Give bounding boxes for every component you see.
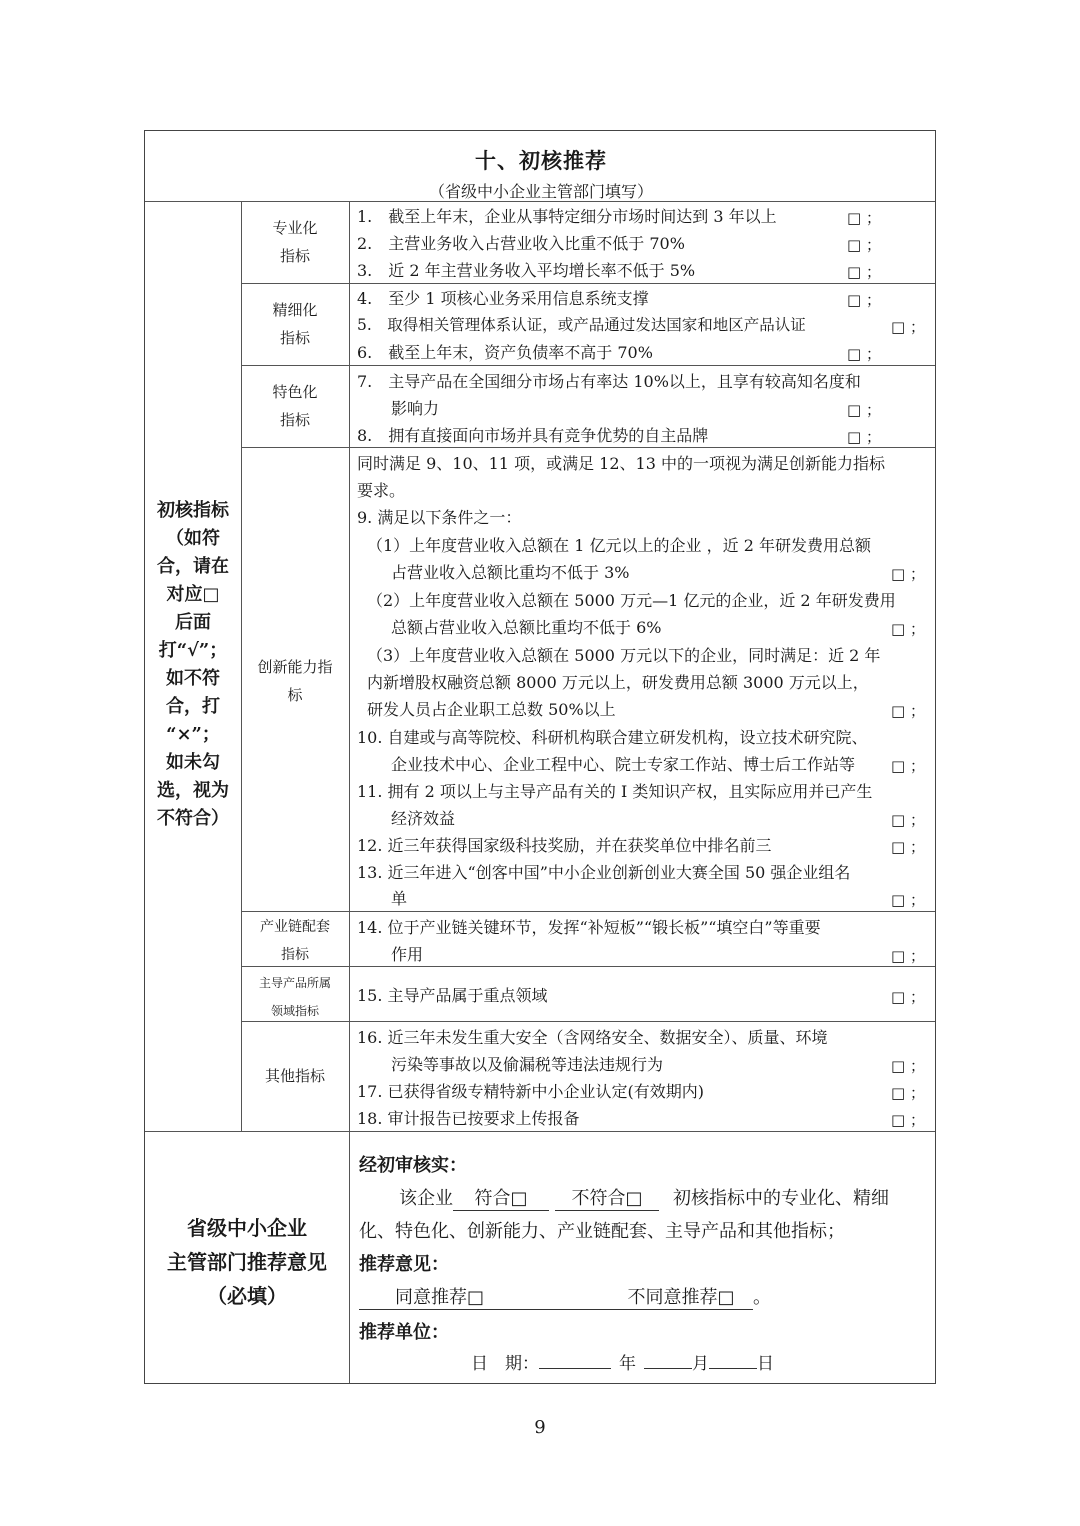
- criterion-9-3-cont: 内新增股权融资总额 8000 万元以上，研发费用总额 3000 万元以上，: [367, 673, 869, 692]
- innovation-intro-cont: 要求。: [357, 481, 406, 500]
- criterion-11: 11. 拥有 2 项以上与主导产品有关的 I 类知识产权，且实际应用并已产生: [357, 782, 873, 801]
- checkbox-18[interactable]: □ ；: [891, 1111, 925, 1129]
- date-line: 日 期： 年 月 日: [471, 1349, 774, 1374]
- agree-checkbox[interactable]: 同意推荐□: [359, 1283, 609, 1310]
- divider: [241, 201, 242, 1131]
- criterion-16: 16. 近三年未发生重大安全（含网络安全、数据安全）、质量、环境: [357, 1028, 828, 1047]
- criterion-15: 15. 主导产品属于重点领域: [357, 986, 548, 1005]
- criterion-9-1: （1）上年度营业收入总额在 1 亿元以上的企业 ，近 2 年研发费用总额: [367, 536, 871, 555]
- checkbox-10[interactable]: □ ；: [891, 757, 925, 775]
- criterion-2: 2. 主营业务收入占营业收入比重不低于 70%: [357, 234, 685, 253]
- criterion-3: 3. 近 2 年主营业务收入平均增长率不低于 5%: [357, 261, 696, 280]
- criterion-12: 12. 近三年获得国家级科技奖励，并在获奖单位中排名前三: [357, 836, 772, 855]
- checkbox-2[interactable]: □ ；: [847, 236, 881, 254]
- checkbox-7[interactable]: □ ；: [847, 401, 881, 419]
- criterion-14-cont: 作用: [391, 945, 424, 964]
- section-title: 十、初核推荐: [475, 148, 607, 173]
- criterion-9-1-cont: 占营业收入总额比重均不低于 3%: [391, 563, 630, 582]
- opinion-heading: 推荐意见：: [359, 1254, 449, 1275]
- checkbox-15[interactable]: □ ；: [891, 988, 925, 1006]
- unit-heading: 推荐单位：: [359, 1322, 449, 1343]
- day-field[interactable]: [709, 1350, 757, 1369]
- checkbox-13[interactable]: □ ；: [891, 891, 925, 909]
- criterion-8: 8. 拥有直接面向市场并具有竞争优势的自主品牌: [357, 426, 709, 445]
- checkbox-11[interactable]: □ ；: [891, 811, 925, 829]
- checkbox-17[interactable]: □ ；: [891, 1084, 925, 1102]
- recommendation-form-table: [144, 130, 936, 1384]
- criterion-7-cont: 影响力: [391, 399, 440, 418]
- category-specialization: 专业化 指标: [272, 219, 318, 265]
- criterion-9: 9. 满足以下条件之一：: [357, 508, 522, 527]
- checkbox-1[interactable]: □ ；: [847, 209, 881, 227]
- divider: [145, 201, 935, 202]
- year-field[interactable]: [539, 1350, 611, 1369]
- category-industry-chain: 产业链配套 指标: [260, 919, 330, 963]
- side-label: 初核指标 （如符 合，请在 对应□ 后面 打“√”； 如不符 合，打 “×”； 如未勾 选，视为 不符合）: [157, 500, 229, 829]
- checkbox-9-3[interactable]: □ ；: [891, 702, 925, 720]
- criterion-1: 1. 截至上年末，企业从事特定细分市场时间达到 3 年以上: [357, 207, 777, 226]
- criterion-5: 5. 取得相关管理体系认证，或产品通过发达国家和地区产品认证: [357, 316, 806, 334]
- checkbox-9-2[interactable]: □ ；: [891, 620, 925, 638]
- checkbox-8[interactable]: □ ；: [847, 428, 881, 446]
- checkbox-5[interactable]: □ ；: [891, 318, 925, 336]
- criterion-4: 4. 至少 1 项核心业务采用信息系统支撑: [357, 289, 649, 308]
- innovation-intro: 同时满足 9、10、11 项，或满足 12、13 中的一项视为满足创新能力指标: [357, 454, 885, 473]
- criterion-9-2: （2）上年度营业收入总额在 5000 万元—1 亿元的企业，近 2 年研发费用: [367, 591, 896, 610]
- opinion-choices: 同意推荐□ 不同意推荐□ 。: [359, 1283, 771, 1310]
- category-characteristic: 特色化 指标: [272, 383, 318, 429]
- section-subtitle: （省级中小企业主管部门填写）: [428, 182, 653, 201]
- criterion-6: 6. 截至上年末，资产负债率不高于 70%: [357, 343, 653, 362]
- recommendation-label: 省级中小企业 主管部门推荐意见 （必填）: [167, 1216, 327, 1308]
- meet-checkbox[interactable]: 符合□: [453, 1184, 549, 1211]
- criterion-9-2-cont: 总额占营业收入总额比重均不低于 6%: [391, 618, 662, 637]
- checkbox-16[interactable]: □ ；: [891, 1057, 925, 1075]
- checkbox-4[interactable]: □ ；: [847, 291, 881, 309]
- checkbox-14[interactable]: □ ；: [891, 947, 925, 965]
- category-refinement: 精细化 指标: [272, 301, 318, 347]
- divider: [349, 201, 350, 1383]
- month-field[interactable]: [644, 1350, 692, 1369]
- category-other: 其他指标: [264, 1067, 325, 1085]
- criterion-10: 10. 自建或与高等院校、科研机构联合建立研发机构，设立技术研究院、: [357, 728, 868, 747]
- page-number: 9: [534, 1417, 546, 1438]
- criterion-16-cont: 污染等事故以及偷漏税等违法违规行为: [391, 1055, 664, 1074]
- criterion-10-cont: 企业技术中心、企业工程中心、院士专家工作站、博士后工作站等: [391, 755, 856, 774]
- criterion-17: 17. 已获得省级专精特新中小企业认定(有效期内): [357, 1082, 705, 1101]
- category-innovation: 创新能力指 标: [257, 658, 333, 704]
- criterion-13-cont: 单: [391, 889, 408, 908]
- checkbox-3[interactable]: □ ；: [847, 263, 881, 281]
- verify-line-1: 该企业 符合□ 不符合□ 初核指标中的专业化、精细: [359, 1184, 889, 1211]
- criterion-9-3-cont2: 研发人员占企业职工总数 50%以上: [367, 700, 616, 719]
- criterion-7: 7. 主导产品在全国细分市场占有率达 10%以上，且享有较高知名度和: [357, 372, 861, 391]
- category-product-field: 主导产品所属 领域指标: [258, 976, 331, 1018]
- checkbox-9-1[interactable]: □ ；: [891, 565, 925, 583]
- criterion-18: 18. 审计报告已按要求上传报备: [357, 1109, 580, 1128]
- checkbox-6[interactable]: □ ；: [847, 345, 881, 363]
- criterion-9-3: （3）上年度营业收入总额在 5000 万元以下的企业，同时满足：近 2 年: [367, 646, 881, 665]
- criterion-11-cont: 经济效益: [391, 809, 456, 828]
- disagree-checkbox[interactable]: 不同意推荐□: [609, 1283, 753, 1310]
- criterion-14: 14. 位于产业链关键环节，发挥“补短板”“锻长板”“填空白”等重要: [357, 918, 821, 937]
- verify-line-2: 化、特色化、创新能力、产业链配套、主导产品和其他指标；: [359, 1221, 845, 1242]
- criterion-13: 13. 近三年进入“创客中国”中小企业创新创业大赛全国 50 强企业组名: [357, 863, 851, 882]
- checkbox-12[interactable]: □ ；: [891, 838, 925, 856]
- verify-heading: 经初审核实：: [359, 1155, 467, 1176]
- not-meet-checkbox[interactable]: 不符合□: [555, 1184, 659, 1211]
